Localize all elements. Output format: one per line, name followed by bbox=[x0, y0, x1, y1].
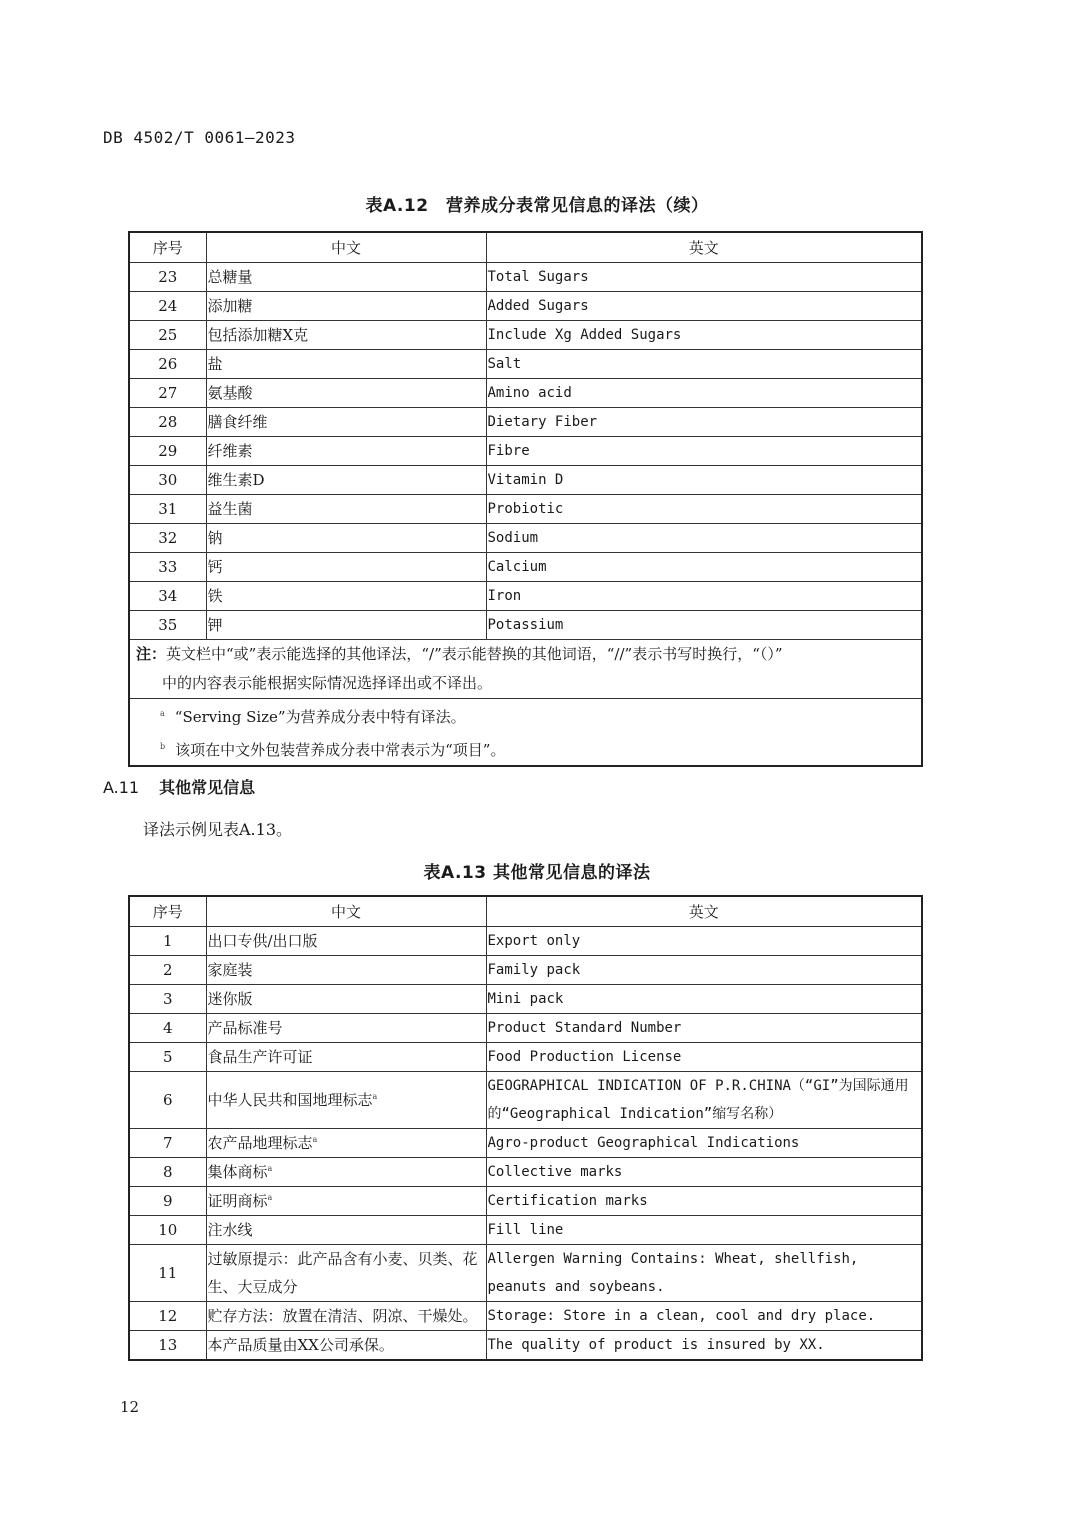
table-row bbox=[129, 263, 922, 292]
cell-number: 4 bbox=[129, 1014, 206, 1043]
table-row bbox=[129, 1216, 922, 1245]
cell-number: 26 bbox=[129, 350, 206, 379]
table-a12-caption: 表A.12 营养成分表常见信息的译法（续） bbox=[365, 196, 709, 216]
cell-number: 25 bbox=[129, 321, 206, 350]
cell-english: Iron bbox=[486, 582, 922, 611]
cell-chinese-text: 氨基酸 bbox=[207, 384, 253, 402]
cell-chinese bbox=[206, 1331, 486, 1361]
cell-english: Added Sugars bbox=[486, 292, 922, 321]
cell-chinese-text: 中华人民共和国地理标志 bbox=[207, 1091, 373, 1109]
cell-english: Vitamin D bbox=[486, 466, 922, 495]
header-no: 序号 bbox=[129, 232, 206, 263]
table-row bbox=[129, 466, 922, 495]
table-row bbox=[129, 495, 922, 524]
table-a13-caption: 表A.13 其他常见信息的译法 bbox=[423, 863, 651, 883]
cell-chinese bbox=[206, 956, 486, 985]
cell-chinese bbox=[206, 263, 486, 292]
cell-chinese bbox=[206, 321, 486, 350]
cell-english: Export only bbox=[486, 927, 922, 956]
table-row bbox=[129, 1129, 922, 1158]
table-footnotes bbox=[129, 699, 922, 767]
cell-chinese-text: 迷你版 bbox=[207, 990, 253, 1008]
cell-number: 12 bbox=[129, 1302, 206, 1331]
cell-chinese bbox=[206, 437, 486, 466]
document-code: DB 4502/T 0061—2023 bbox=[103, 128, 296, 147]
cell-chinese-text: 添加糖 bbox=[207, 297, 253, 315]
footnote-marker: a bbox=[372, 1092, 378, 1101]
table-a12 bbox=[128, 231, 923, 767]
table-row bbox=[129, 1014, 922, 1043]
cell-chinese-text: 包括添加糖X克 bbox=[207, 326, 309, 344]
table-row bbox=[129, 379, 922, 408]
table-row bbox=[129, 1187, 922, 1216]
cell-number: 9 bbox=[129, 1187, 206, 1216]
cell-chinese-text: 农产品地理标志 bbox=[207, 1134, 313, 1152]
table-note-row bbox=[129, 640, 922, 699]
cell-chinese-text: 钾 bbox=[207, 616, 223, 634]
header-chinese: 中文 bbox=[206, 896, 486, 927]
cell-english: Certification marks bbox=[486, 1187, 922, 1216]
cell-chinese-text: 食品生产许可证 bbox=[207, 1048, 313, 1066]
cell-english: Calcium bbox=[486, 553, 922, 582]
cell-chinese bbox=[206, 611, 486, 640]
footnote-marker: a bbox=[267, 1193, 273, 1202]
table-row bbox=[129, 582, 922, 611]
cell-chinese bbox=[206, 927, 486, 956]
cell-chinese bbox=[206, 582, 486, 611]
header-chinese: 中文 bbox=[206, 232, 486, 263]
cell-english: Product Standard Number bbox=[486, 1014, 922, 1043]
cell-chinese-text: 铁 bbox=[207, 587, 223, 605]
cell-chinese bbox=[206, 1072, 486, 1129]
cell-english: Sodium bbox=[486, 524, 922, 553]
section-title: 其他常见信息 bbox=[159, 778, 256, 797]
table-row bbox=[129, 350, 922, 379]
cell-chinese bbox=[206, 379, 486, 408]
cell-chinese-text: 产品标准号 bbox=[207, 1019, 283, 1037]
cell-chinese bbox=[206, 408, 486, 437]
cell-number: 23 bbox=[129, 263, 206, 292]
footnote-b bbox=[160, 732, 921, 765]
footnote-b-mark: b bbox=[160, 742, 166, 751]
cell-chinese bbox=[206, 350, 486, 379]
cell-number: 5 bbox=[129, 1043, 206, 1072]
cell-chinese-text: 总糖量 bbox=[207, 268, 253, 286]
cell-number: 31 bbox=[129, 495, 206, 524]
cell-number: 27 bbox=[129, 379, 206, 408]
cell-chinese-text: 纤维素 bbox=[207, 442, 253, 460]
table-note bbox=[129, 640, 922, 699]
cell-chinese bbox=[206, 1129, 486, 1158]
cell-chinese-text: 家庭装 bbox=[207, 961, 253, 979]
cell-chinese bbox=[206, 985, 486, 1014]
cell-number: 10 bbox=[129, 1216, 206, 1245]
cell-english: Potassium bbox=[486, 611, 922, 640]
cell-english: Allergen Warning Contains: Wheat, shellfish, peanuts and soybeans. bbox=[486, 1245, 922, 1302]
note-text-2: 中的内容表示能根据实际情况选择译出或不译出。 bbox=[162, 674, 493, 692]
cell-number: 30 bbox=[129, 466, 206, 495]
cell-chinese-text: 证明商标 bbox=[207, 1192, 268, 1210]
header-english: 英文 bbox=[486, 896, 922, 927]
cell-number: 8 bbox=[129, 1158, 206, 1187]
table-row bbox=[129, 1043, 922, 1072]
cell-chinese bbox=[206, 553, 486, 582]
cell-english: Storage: Store in a clean, cool and dry place. bbox=[486, 1302, 922, 1331]
section-paragraph: 译法示例见表A.13。 bbox=[143, 820, 293, 839]
header-no: 序号 bbox=[129, 896, 206, 927]
cell-chinese-text: 钙 bbox=[207, 558, 223, 576]
cell-number: 35 bbox=[129, 611, 206, 640]
table-row bbox=[129, 985, 922, 1014]
cell-english: Family pack bbox=[486, 956, 922, 985]
table-row bbox=[129, 611, 922, 640]
footnote-marker: a bbox=[267, 1164, 273, 1173]
cell-chinese-text: 出口专供/出口版 bbox=[207, 932, 318, 950]
cell-chinese bbox=[206, 1187, 486, 1216]
cell-chinese bbox=[206, 1216, 486, 1245]
cell-number: 3 bbox=[129, 985, 206, 1014]
note-lead: 注： bbox=[136, 645, 167, 663]
table-row bbox=[129, 292, 922, 321]
cell-chinese bbox=[206, 1245, 486, 1302]
table-row bbox=[129, 927, 922, 956]
table-header-row bbox=[129, 896, 922, 927]
table-row bbox=[129, 524, 922, 553]
cell-number: 34 bbox=[129, 582, 206, 611]
table-header-row bbox=[129, 232, 922, 263]
cell-english: Mini pack bbox=[486, 985, 922, 1014]
table-row bbox=[129, 1245, 922, 1302]
cell-chinese-text: 集体商标 bbox=[207, 1163, 268, 1181]
cell-number: 24 bbox=[129, 292, 206, 321]
cell-english: Collective marks bbox=[486, 1158, 922, 1187]
table-row bbox=[129, 1331, 922, 1361]
cell-chinese-text: 钠 bbox=[207, 529, 223, 547]
note-text-1: 英文栏中“或”表示能选择的其他译法，“/”表示能替换的其他词语，“//”表示书写时换行，“（）” bbox=[166, 645, 783, 663]
cell-english: Dietary Fiber bbox=[486, 408, 922, 437]
cell-english: Include Xg Added Sugars bbox=[486, 321, 922, 350]
table-row bbox=[129, 321, 922, 350]
footnote-b-text: 该项在中文外包装营养成分表中常表示为“项目”。 bbox=[175, 741, 506, 759]
cell-english: Fibre bbox=[486, 437, 922, 466]
cell-number: 2 bbox=[129, 956, 206, 985]
cell-chinese-text: 膳食纤维 bbox=[207, 413, 268, 431]
table-row bbox=[129, 408, 922, 437]
table-row bbox=[129, 1158, 922, 1187]
section-number: A.11 bbox=[103, 778, 140, 797]
cell-chinese bbox=[206, 466, 486, 495]
cell-english: Salt bbox=[486, 350, 922, 379]
cell-number: 29 bbox=[129, 437, 206, 466]
cell-number: 32 bbox=[129, 524, 206, 553]
cell-number: 1 bbox=[129, 927, 206, 956]
cell-chinese-text: 本产品质量由XX公司承保。 bbox=[207, 1336, 394, 1354]
cell-number: 33 bbox=[129, 553, 206, 582]
cell-chinese-text: 过敏原提示：此产品含有小麦、贝类、花生、大豆成分 bbox=[207, 1250, 478, 1296]
cell-number: 13 bbox=[129, 1331, 206, 1361]
cell-chinese-text: 贮存方法：放置在清洁、阴凉、干燥处。 bbox=[207, 1307, 478, 1325]
cell-english: The quality of product is insured by XX. bbox=[486, 1331, 922, 1361]
cell-english: Agro-product Geographical Indications bbox=[486, 1129, 922, 1158]
cell-number: 28 bbox=[129, 408, 206, 437]
cell-chinese bbox=[206, 1158, 486, 1187]
cell-number: 7 bbox=[129, 1129, 206, 1158]
cell-chinese bbox=[206, 1043, 486, 1072]
cell-number: 6 bbox=[129, 1072, 206, 1129]
table-footnote-row bbox=[129, 699, 922, 767]
footnote-a-text: “Serving Size”为营养成分表中特有译法。 bbox=[174, 708, 466, 726]
cell-chinese bbox=[206, 495, 486, 524]
cell-chinese-text: 益生菌 bbox=[207, 500, 253, 518]
table-a13 bbox=[128, 895, 923, 1361]
cell-chinese-text: 注水线 bbox=[207, 1221, 253, 1239]
table-row bbox=[129, 553, 922, 582]
cell-chinese bbox=[206, 1302, 486, 1331]
page-number: 12 bbox=[120, 1398, 140, 1416]
cell-english: Food Production License bbox=[486, 1043, 922, 1072]
table-row bbox=[129, 956, 922, 985]
cell-english: Fill line bbox=[486, 1216, 922, 1245]
cell-chinese bbox=[206, 524, 486, 553]
cell-chinese-text: 盐 bbox=[207, 355, 223, 373]
table-row bbox=[129, 1302, 922, 1331]
table-row bbox=[129, 437, 922, 466]
footnote-marker: a bbox=[312, 1135, 318, 1144]
cell-chinese bbox=[206, 292, 486, 321]
footnote-a bbox=[160, 699, 921, 732]
cell-number: 11 bbox=[129, 1245, 206, 1302]
cell-chinese-text: 维生素D bbox=[207, 471, 265, 489]
section-heading bbox=[103, 775, 255, 798]
cell-english: GEOGRAPHICAL INDICATION OF P.R.CHINA（“GI”为国际通用的“Geographical Indication”缩写名称） bbox=[486, 1072, 922, 1129]
header-english: 英文 bbox=[486, 232, 922, 263]
footnote-a-mark: a bbox=[160, 709, 165, 718]
cell-english: Amino acid bbox=[486, 379, 922, 408]
cell-english: Probiotic bbox=[486, 495, 922, 524]
cell-english: Total Sugars bbox=[486, 263, 922, 292]
table-row bbox=[129, 1072, 922, 1129]
cell-chinese bbox=[206, 1014, 486, 1043]
